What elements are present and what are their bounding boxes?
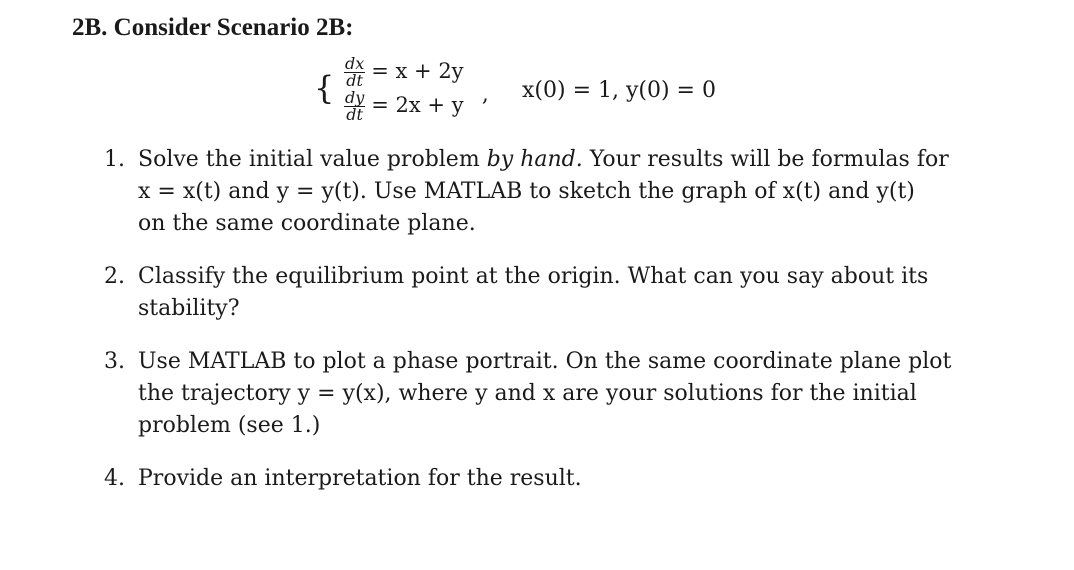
system-separator: , <box>482 82 489 106</box>
item-line: Use MATLAB to plot a phase portrait. On the same coordinate plane plot <box>138 349 952 374</box>
dx-dt-fraction <box>344 56 365 89</box>
item-number: 2. <box>104 264 125 289</box>
item-line: stability? <box>138 296 240 321</box>
dy-dt-fraction <box>344 90 365 123</box>
dx-numerator: dx <box>345 54 365 73</box>
item-number: 4. <box>104 466 125 491</box>
equation-dx-dt <box>344 56 464 89</box>
item-text: Your results will be formulas for <box>582 147 949 172</box>
item-line: Provide an interpretation for the result. <box>138 466 582 491</box>
item-line <box>138 144 988 176</box>
item-emphasis: by hand. <box>486 147 583 172</box>
item-line: the trajectory y = y(x), where y and x are your solutions for the initial <box>138 381 917 406</box>
item-line: x = x(t) and y = y(t). Use MATLAB to sketch the graph of x(t) and y(t) <box>138 179 915 204</box>
item-number: 3. <box>104 349 125 374</box>
item-line: on the same coordinate plane. <box>138 211 476 236</box>
problem-heading: 2B. Consider Scenario 2B: <box>72 14 354 41</box>
item-number: 1. <box>104 147 125 172</box>
item-text: Solve the initial value problem <box>138 147 487 172</box>
eq1-rhs: = x + 2y <box>371 59 464 83</box>
initial-conditions: x(0) = 1, y(0) = 0 <box>522 78 716 103</box>
dy-numerator: dy <box>345 88 365 107</box>
dt-denominator: dt <box>346 105 363 124</box>
equation-dy-dt <box>344 90 464 123</box>
item-line: Classify the equilibrium point at the origin. What can you say about its <box>138 264 929 289</box>
left-brace: { <box>314 69 335 107</box>
list-item <box>104 346 988 442</box>
ode-system <box>314 56 754 132</box>
list-item <box>104 463 988 495</box>
list-item <box>104 144 988 240</box>
eq2-rhs: = 2x + y <box>371 93 464 117</box>
task-list <box>104 144 988 495</box>
dt-denominator: dt <box>346 71 363 90</box>
item-line: problem (see 1.) <box>138 413 321 438</box>
list-item <box>104 261 988 325</box>
